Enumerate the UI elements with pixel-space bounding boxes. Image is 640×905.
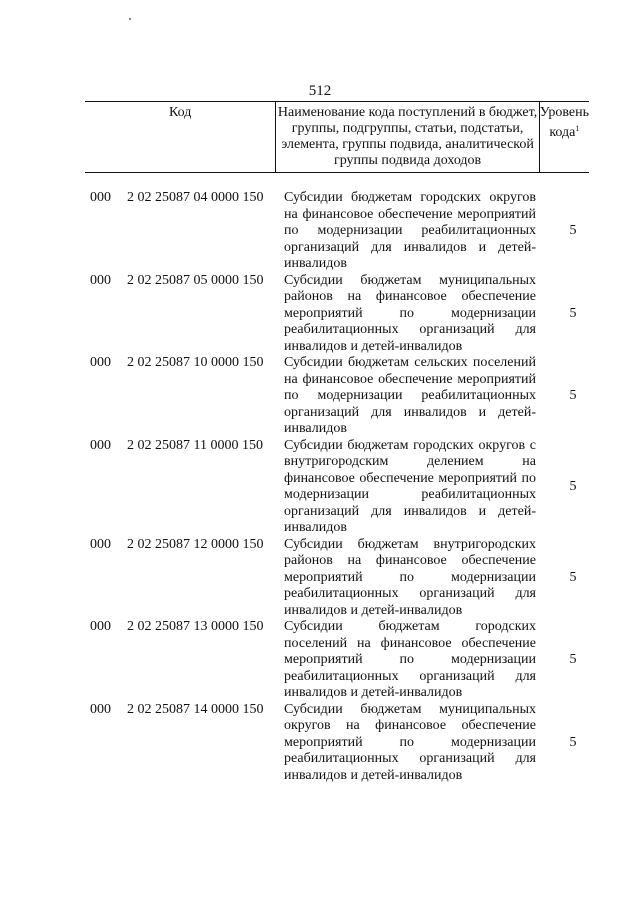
scan-dot bbox=[129, 18, 131, 20]
page-number: 512 bbox=[308, 83, 332, 99]
row-name: Субсидии бюджетам городских округов на финансовое обеспечение мероприятий по модернизации реабилитационных организаций для инвалидов и детей-инвалидов bbox=[284, 190, 536, 271]
row-level: 5 bbox=[569, 652, 577, 667]
row-name: Субсидии бюджетам внутригородских районов на финансовое обеспечение мероприятий по модернизации реабилитационных организаций для инвалидов и детей-инвалидов bbox=[284, 536, 536, 618]
table-row bbox=[90, 537, 590, 620]
row-level: 5 bbox=[569, 305, 577, 321]
table-body bbox=[90, 190, 590, 784]
row-org-code: 000 bbox=[90, 355, 111, 370]
row-income-code: 2 02 25087 13 0000 150 bbox=[127, 619, 264, 634]
row-level: 5 bbox=[569, 478, 577, 494]
row-name: Субсидии бюджетам муниципальных районов на финансовое обеспечение мероприятий по модернизации реабилитационных организаций для инвалидов и детей-инвалидов bbox=[284, 272, 536, 354]
row-income-code: 2 02 25087 14 0000 150 bbox=[127, 701, 264, 717]
table-row bbox=[90, 190, 590, 273]
header-level-label: Уровень кода bbox=[539, 105, 589, 140]
row-org-code: 000 bbox=[90, 272, 111, 288]
table-row bbox=[90, 438, 590, 537]
row-income-code: 2 02 25087 05 0000 150 bbox=[127, 272, 264, 288]
row-name: Субсидии бюджетам городских округов с внутригородским делением на финансовое обеспечение мероприятий по модернизации реабилитационных организаций для инвалидов и детей-инвалидов bbox=[284, 437, 536, 535]
table-row bbox=[90, 702, 590, 785]
header-level-footnote: 1 bbox=[575, 124, 580, 133]
row-org-code: 000 bbox=[90, 536, 111, 552]
row-org-code: 000 bbox=[90, 437, 111, 453]
row-level: 5 bbox=[569, 569, 577, 585]
row-org-code: 000 bbox=[90, 190, 111, 205]
row-income-code: 2 02 25087 12 0000 150 bbox=[127, 536, 264, 552]
row-level: 5 bbox=[569, 223, 577, 238]
row-income-code: 2 02 25087 11 0000 150 bbox=[127, 437, 263, 453]
header-level bbox=[540, 102, 589, 172]
row-name: Субсидии бюджетам городских поселений на финансовое обеспечение мероприятий по модернизации реабилитационных организаций для инвалидов и детей-инвалидов bbox=[284, 619, 536, 700]
row-income-code: 2 02 25087 04 0000 150 bbox=[127, 190, 264, 205]
row-org-code: 000 bbox=[90, 619, 111, 634]
table-header bbox=[85, 101, 589, 173]
table-row bbox=[90, 355, 590, 438]
table-row bbox=[90, 619, 590, 702]
row-income-code: 2 02 25087 10 0000 150 bbox=[127, 355, 264, 370]
row-org-code: 000 bbox=[90, 701, 111, 717]
row-name: Субсидии бюджетам муниципальных округов на финансовое обеспечение мероприятий по модернизации реабилитационных организаций для инвалидов и детей-инвалидов bbox=[284, 701, 536, 783]
row-level: 5 bbox=[569, 734, 577, 750]
header-name: Наименование кода поступлений в бюджет, группы, подгруппы, статьи, подстатьи, элемента, группы подвида, аналитической группы подвида доходов bbox=[276, 102, 539, 172]
table-row bbox=[90, 273, 590, 356]
header-code: Код bbox=[85, 102, 276, 172]
row-level: 5 bbox=[569, 388, 577, 403]
row-name: Субсидии бюджетам сельских поселений на финансовое обеспечение мероприятий по модернизации реабилитационных организаций для инвалидов и детей-инвалидов bbox=[284, 355, 536, 436]
